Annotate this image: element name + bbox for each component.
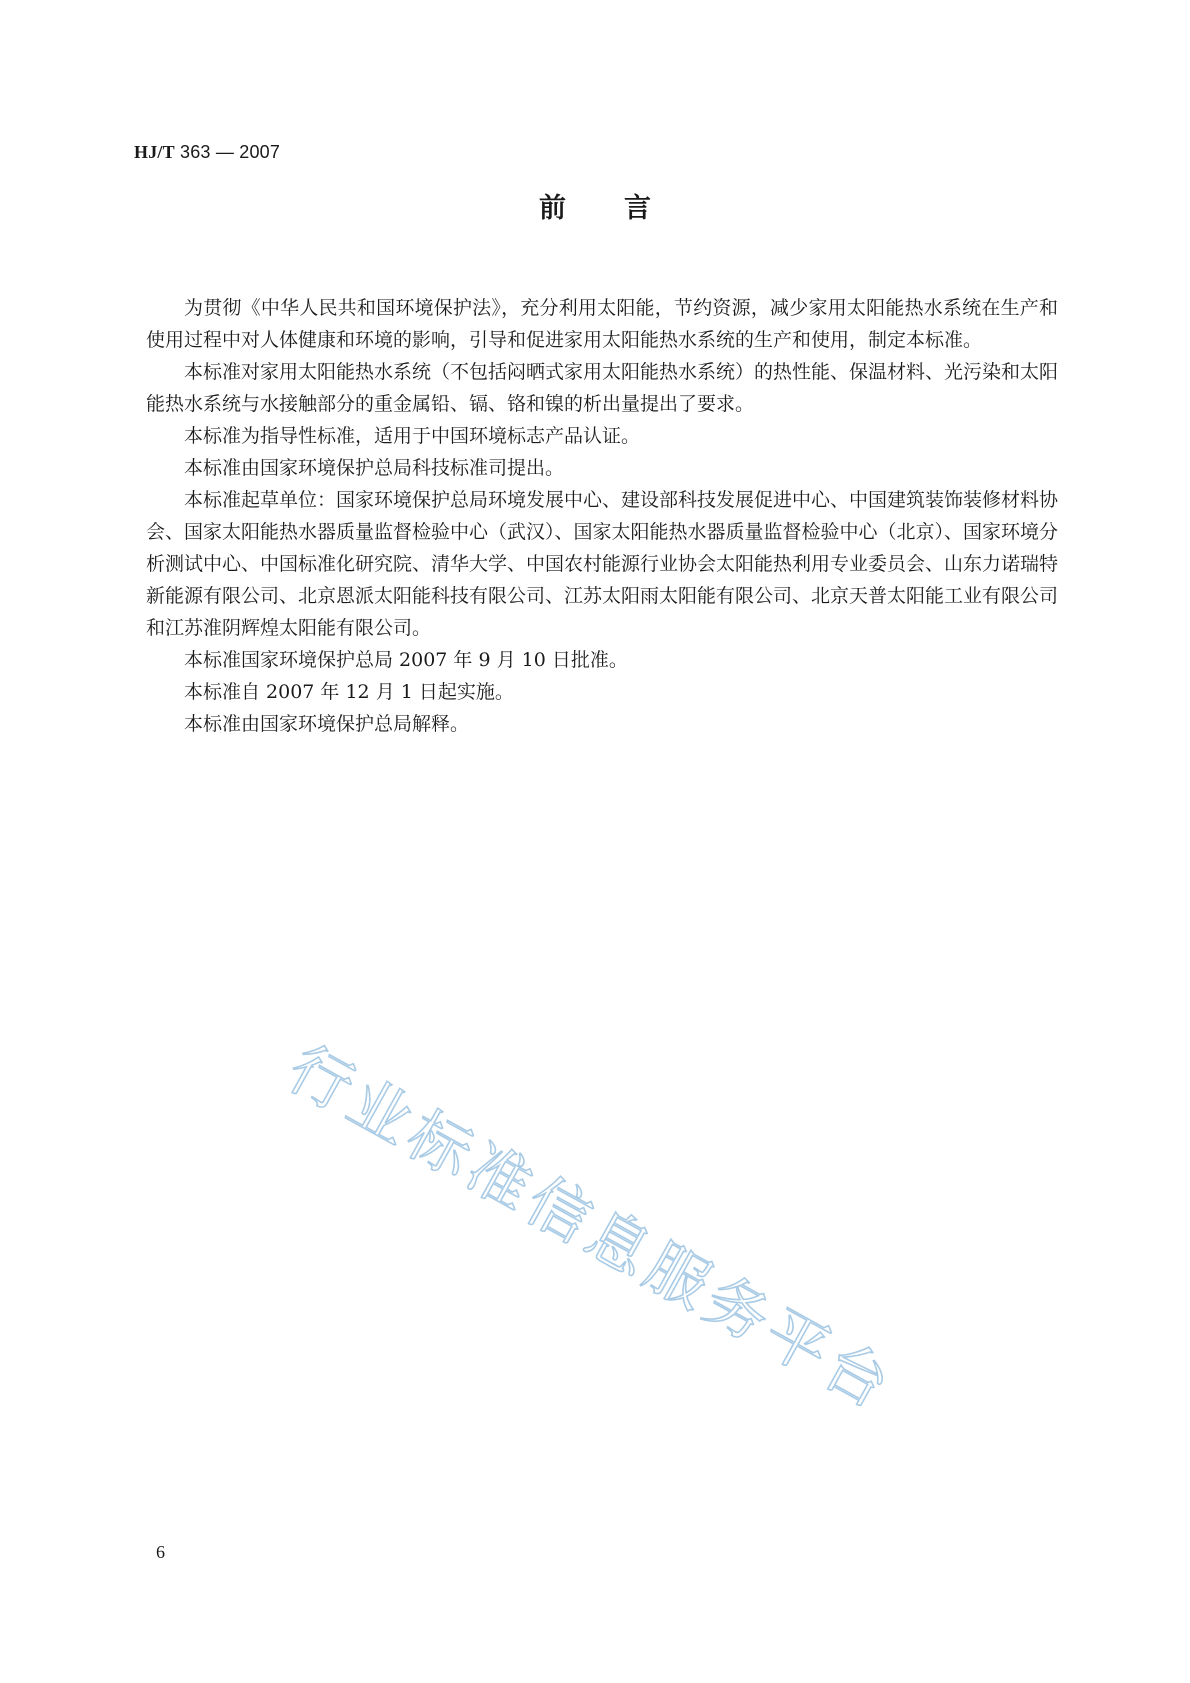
paragraph-interpretation: 本标准由国家环境保护总局解释。 [184,713,470,735]
foreword-body [146,292,1058,740]
paragraph-scope: 本标准对家用太阳能热水系统（不包括闷晒式家用太阳能热水系统）的热性能、保温材料、光污染和太阳能热水系统与水接触部分的重金属铅、镉、铬和镍的析出量提出了要求。 [146,361,1059,415]
paragraph-proposer: 本标准由国家环境保护总局科技标准司提出。 [184,457,565,479]
paragraph-purpose: 为贯彻《中华人民共和国环境保护法》，充分利用太阳能，节约资源，减少家用太阳能热水系统在生产和使用过程中对人体健康和环境的影响，引导和促进家用太阳能热水系统的生产和使用，制定本标准。 [146,297,1058,351]
paragraph-approval: 本标准国家环境保护总局 2007 年 9 月 10 日批准。 [184,649,628,671]
watermark: 行业标准信息服务平台 [276,1031,907,1425]
document-code-prefix: HJ/T [134,142,175,162]
document-code-number: 363 — 2007 [174,142,281,162]
paragraph-drafters: 本标准起草单位：国家环境保护总局环境发展中心、建设部科技发展促进中心、中国建筑装饰装修材料协会、国家太阳能热水器质量监督检验中心（武汉）、国家太阳能热水器质量监督检验中心（北京）、国家环境分析测试中心、中国标准化研究院、清华大学、中国农村能源行业协会太阳能热利用专业委员会、山东力诺瑞特新能源有限公司、北京恩派太阳能科技有限公司、江苏太阳雨太阳能有限公司、北京天普太阳能工业有限公司和江苏淮阴辉煌太阳能有限公司。 [146,489,1059,639]
page-title: 前言 [539,193,709,224]
document-code [134,142,280,163]
paragraph-guidance: 本标准为指导性标准，适用于中国环境标志产品认证。 [184,425,641,447]
paragraph-effective-date: 本标准自 2007 年 12 月 1 日起实施。 [184,681,514,703]
page-number: 6 [156,1542,165,1562]
